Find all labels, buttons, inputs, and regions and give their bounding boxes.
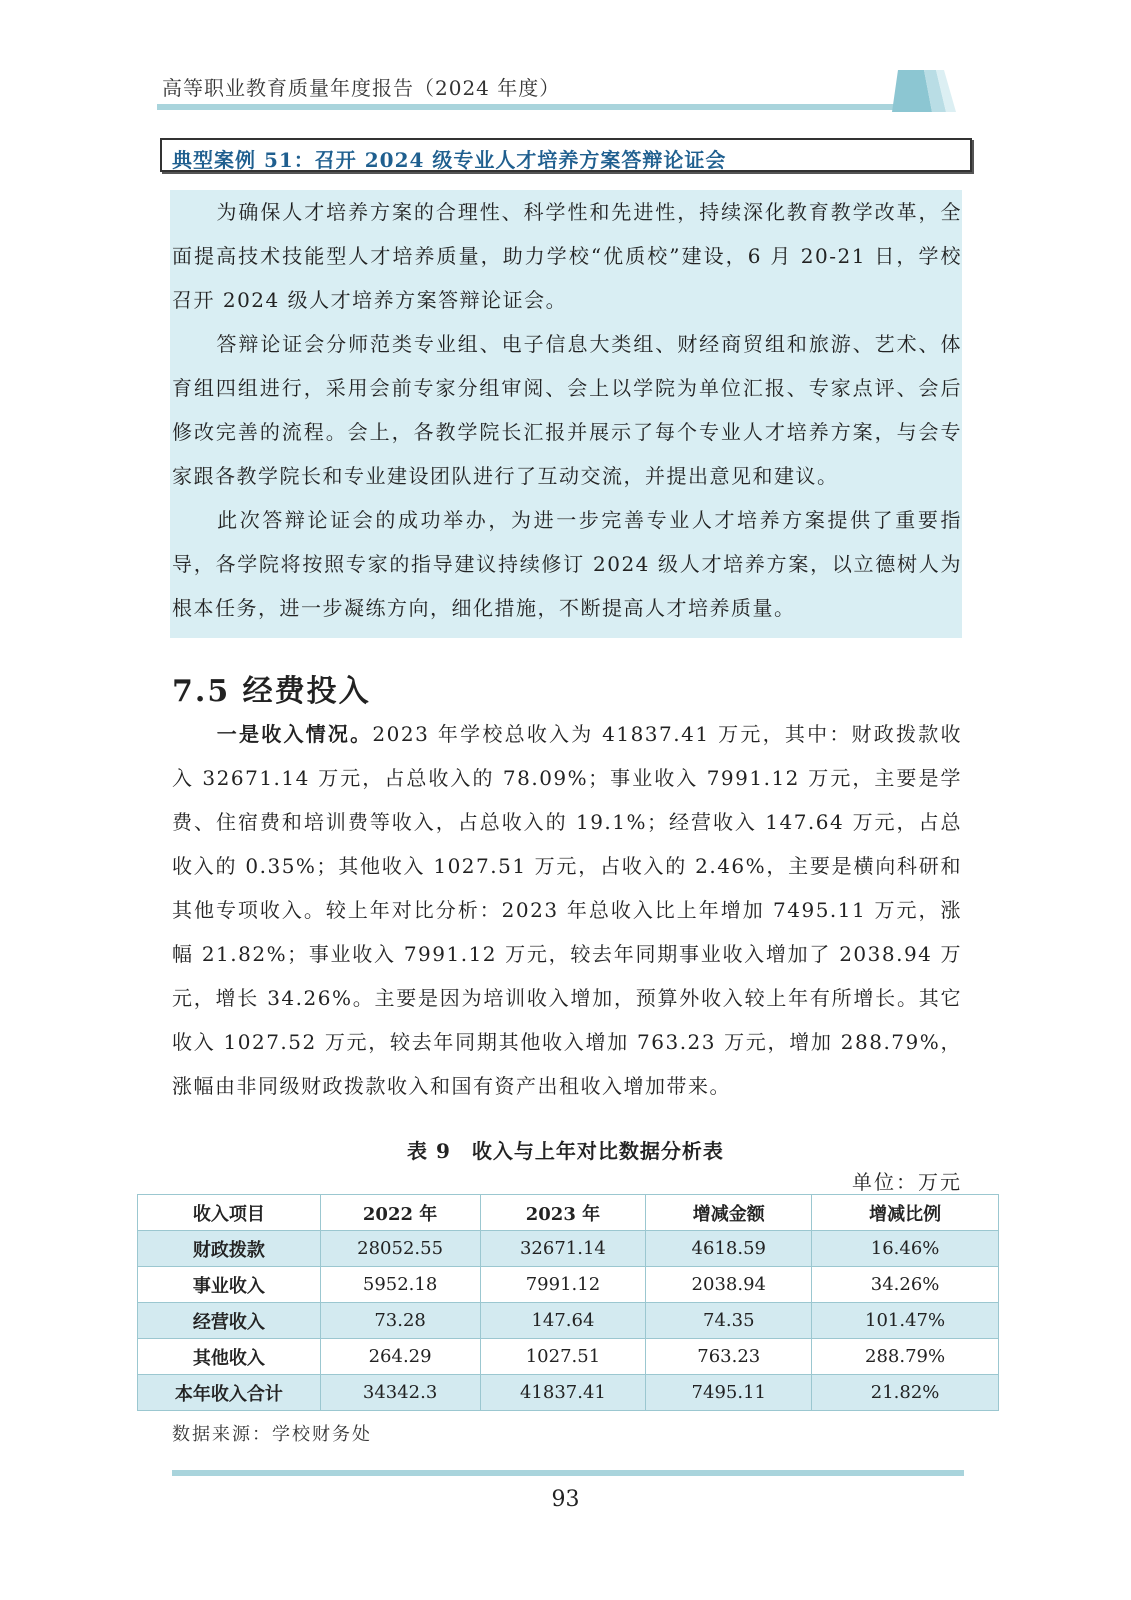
table-header-cell: 收入项目 <box>138 1195 321 1231</box>
table-cell: 经营收入 <box>138 1303 321 1339</box>
table-header-row <box>138 1195 999 1231</box>
table-row-total <box>138 1375 999 1411</box>
table-cell: 288.79% <box>812 1339 999 1375</box>
table-cell: 28052.55 <box>320 1231 480 1267</box>
table-header-cell: 2022 年 <box>320 1195 480 1231</box>
table-cell: 事业收入 <box>138 1267 321 1303</box>
table-cell: 34.26% <box>812 1267 999 1303</box>
table-header-cell: 增减比例 <box>812 1195 999 1231</box>
table-row <box>138 1339 999 1375</box>
case-paragraph-2: 答辩论证会分师范类专业组、电子信息大类组、财经商贸组和旅游、艺术、体育组四组进行，采用会前专家分组审阅、会上以学院为单位汇报、专家点评、会后修改完善的流程。会上，各教学院长汇报并展示了每个专业人才培养方案，与会专家跟各教学院长和专业建设团队进行了互动交流，并提出意见和建议。 <box>172 332 962 488</box>
table-cell: 财政拨款 <box>138 1231 321 1267</box>
section-lead: 一是收入情况。 <box>216 722 373 746</box>
table-row <box>138 1303 999 1339</box>
table-cell: 7991.12 <box>480 1267 646 1303</box>
table-cell: 763.23 <box>646 1339 812 1375</box>
case-title-box <box>160 138 972 172</box>
table-unit: 单位：万元 <box>852 1170 962 1194</box>
page-number: 93 <box>551 1487 580 1512</box>
case-paragraph-1: 为确保人才培养方案的合理性、科学性和先进性，持续深化教育教学改革，全面提高技术技能型人才培养质量，助力学校“优质校”建设，6 月 20-21 日，学校召开 2024 级人才培养方案答辩论证会。 <box>172 200 962 312</box>
footer-rule <box>172 1470 964 1476</box>
table-row <box>138 1231 999 1267</box>
report-title: 高等职业教育质量年度报告（2024 年度） <box>162 76 561 100</box>
table-row <box>138 1267 999 1303</box>
table-caption: 表 9 收入与上年对比数据分析表 <box>407 1139 724 1163</box>
case-paragraph-3: 此次答辩论证会的成功举办，为进一步完善专业人才培养方案提供了重要指导，各学院将按照专家的指导建议持续修订 2024 级人才培养方案，以立德树人为根本任务，进一步凝练方向，细化措施，不断提高人才培养质量。 <box>172 508 962 620</box>
section-body: 一是收入情况。2023 年学校总收入为 41837.41 万元，其中：财政拨款收入 32671.14 万元，占总收入的 78.09%；事业收入 7991.12 万元，主要是学费、住宿费和培训费等收入，占总收入的 19.1%；经营收入 147.64 万元，占总收入的 0.35%；其他收入 1027.51 万元，占收入的 2.46%，主要是横向科研和其他专项收入。较上年对比分析：2023 年总收入比上年增加 7495.11 万元，涨幅 21.82%；事业收入 7991.12 万元，较去年同期事业收入增加了 2038.94 万元，增长 34.26%。主要是因为培训收入增加，预算外收入较上年有所增长。其它收入 1027.52 万元，较去年同期其他收入增加 763.23 万元，增加 288.79%，涨幅由非同级财政拨款收入和国有资产出租收入增加带来。 <box>172 722 963 1098</box>
section-title: 7.5 经费投入 <box>172 674 371 709</box>
table-cell: 101.47% <box>812 1303 999 1339</box>
table-cell: 32671.14 <box>480 1231 646 1267</box>
table-cell: 73.28 <box>320 1303 480 1339</box>
table-cell: 5952.18 <box>320 1267 480 1303</box>
table-cell: 其他收入 <box>138 1339 321 1375</box>
table-cell: 74.35 <box>646 1303 812 1339</box>
table-source: 数据来源：学校财务处 <box>172 1424 372 1445</box>
table-cell: 本年收入合计 <box>138 1375 321 1411</box>
table-cell: 7495.11 <box>646 1375 812 1411</box>
table-header-cell: 2023 年 <box>480 1195 646 1231</box>
table-cell: 21.82% <box>812 1375 999 1411</box>
table-cell: 16.46% <box>812 1231 999 1267</box>
table-cell: 147.64 <box>480 1303 646 1339</box>
table-cell: 264.29 <box>320 1339 480 1375</box>
table-cell: 1027.51 <box>480 1339 646 1375</box>
header-rule <box>157 104 894 110</box>
table-header-cell: 增减金额 <box>646 1195 812 1231</box>
table-cell: 4618.59 <box>646 1231 812 1267</box>
header-decoration <box>880 70 960 112</box>
case-title: 典型案例 51：召开 2024 级专业人才培养方案答辩论证会 <box>172 148 727 172</box>
table-cell: 41837.41 <box>480 1375 646 1411</box>
table-cell: 34342.3 <box>320 1375 480 1411</box>
table-cell: 2038.94 <box>646 1267 812 1303</box>
income-table <box>137 1194 999 1411</box>
